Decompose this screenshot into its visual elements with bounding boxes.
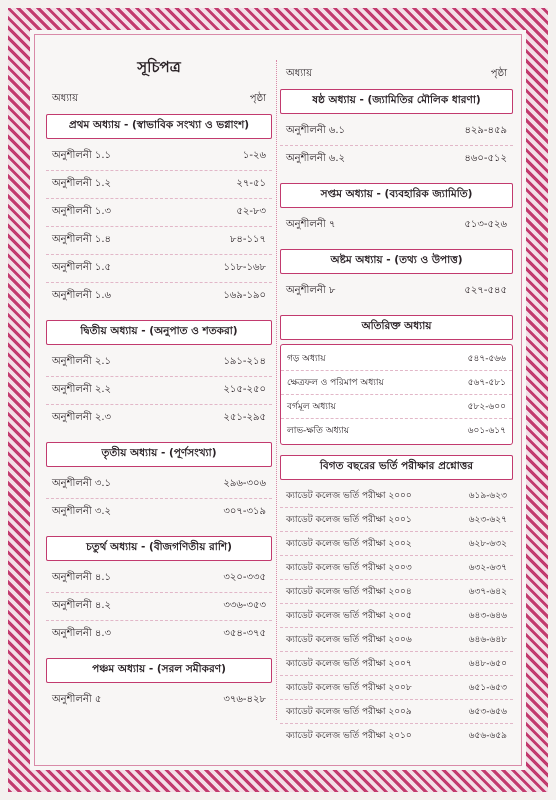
entry-pages: ৩৭৬-৪২৮ (223, 694, 266, 705)
toc-entry (46, 171, 272, 199)
entry-pages: ৬৫৬-৬৫৯ (468, 731, 507, 741)
entry-list (46, 687, 272, 714)
entry-pages: ৬৪৩-৬৪৬ (468, 611, 507, 621)
entry-name: লাভ-ক্ষতি অধ্যায় (287, 426, 350, 436)
toc-entry (281, 347, 512, 371)
entry-name: অনুশীলনী ১.৬ (52, 290, 112, 301)
entry-pages: ৫২-৮৩ (236, 206, 266, 217)
left-column (46, 56, 272, 724)
entry-list (280, 484, 513, 747)
entry-name: অনুশীলনী ১.৪ (52, 234, 112, 245)
chapter-section (280, 183, 513, 239)
toc-entry (46, 621, 272, 648)
toc-entry (280, 700, 513, 724)
entry-pages: ৬৫৩-৬৫৬ (468, 707, 507, 717)
left-sections (46, 114, 272, 714)
entry-name: অনুশীলনী ২.২ (52, 384, 112, 395)
entry-pages: ৫২৭-৫৪৫ (464, 285, 507, 296)
toc-entry (46, 143, 272, 171)
chapter-section (46, 114, 272, 310)
chapter-heading: পঞ্চম অধ্যায় - (সরল সমীকরণ) (46, 658, 272, 683)
toc-entry (280, 278, 513, 305)
toc-entry (46, 227, 272, 255)
chapter-header: অধ্যায় (286, 68, 312, 79)
toc-entry (280, 556, 513, 580)
entry-pages: ৫৪৭-৫৬৬ (467, 354, 506, 364)
page-header: পৃষ্ঠা (490, 68, 507, 79)
entry-name: অনুশীলনী ৭ (286, 219, 336, 230)
entry-name: ক্যাডেট কলেজ ভর্তি পরীক্ষা ২০০৩ (286, 563, 412, 573)
entry-name: অনুশীলনী ৪.৩ (52, 628, 112, 639)
chapter-heading: অতিরিক্ত অধ্যায় (280, 315, 513, 340)
entry-list (46, 471, 272, 526)
chapter-heading: বিগত বছরের ভর্তি পরীক্ষার প্রশ্নোত্তর (280, 455, 513, 480)
entry-name: অনুশীলনী ১.৫ (52, 262, 112, 273)
entry-list (280, 344, 513, 445)
entry-list (280, 212, 513, 239)
column-divider (276, 60, 277, 720)
chapter-section (280, 249, 513, 305)
chapter-section (46, 658, 272, 714)
chapter-heading: চতুর্থ অধ্যায় - (বীজগণিতীয় রাশি) (46, 536, 272, 561)
right-sections (280, 89, 513, 747)
entry-name: ক্যাডেট কলেজ ভর্তি পরীক্ষা ২০০৮ (286, 683, 412, 693)
toc-entry (46, 471, 272, 499)
entry-pages: ২৭-৫১ (236, 178, 266, 189)
entry-pages: ৪৬০-৫১২ (464, 153, 507, 164)
entry-pages: ১১৮-১৬৮ (223, 262, 266, 273)
chapter-section (46, 320, 272, 432)
entry-name: অনুশীলনী ৩.১ (52, 478, 112, 489)
entry-name: ক্যাডেট কলেজ ভর্তি পরীক্ষা ২০০৭ (286, 659, 412, 669)
column-headers-left (46, 91, 272, 108)
entry-name: ক্যাডেট কলেজ ভর্তি পরীক্ষা ২০০৫ (286, 611, 412, 621)
entry-name: ক্ষেত্রফল ও পরিমাপ অধ্যায় (287, 378, 384, 388)
toc-entry (280, 724, 513, 747)
right-column (280, 56, 513, 757)
entry-name: অনুশীলনী ৮ (286, 285, 336, 296)
toc-entry (280, 580, 513, 604)
chapter-section (46, 536, 272, 648)
chapter-heading: অষ্টম অধ্যায় - (তথ্য ও উপাত্ত) (280, 249, 513, 274)
entry-name: অনুশীলনী ১.১ (52, 150, 112, 161)
toc-entry (280, 628, 513, 652)
toc-entry (46, 687, 272, 714)
chapter-header: অধ্যায় (52, 93, 78, 104)
entry-pages: ৫৬৭-৫৮১ (467, 378, 506, 388)
toc-entry (280, 118, 513, 146)
entry-name: অনুশীলনী ৫ (52, 694, 102, 705)
entry-pages: ৬২৩-৬২৭ (468, 515, 507, 525)
entry-list (46, 349, 272, 432)
entry-name: অনুশীলনী ৩.২ (52, 506, 112, 517)
entry-pages: ৮৪-১১৭ (229, 234, 266, 245)
chapter-heading: ষষ্ঠ অধ্যায় - (জ্যামিতির মৌলিক ধারণা) (280, 89, 513, 114)
entry-pages: ৬৪৬-৬৪৮ (468, 635, 507, 645)
toc-entry (280, 146, 513, 173)
entry-name: বর্গমূল অধ্যায় (287, 402, 336, 412)
toc-entry (46, 565, 272, 593)
toc-entry (46, 377, 272, 405)
entry-name: অনুশীলনী ২.৩ (52, 412, 112, 423)
toc-entry (46, 405, 272, 432)
entry-pages: ৬২৮-৬৩২ (468, 539, 507, 549)
toc-entry (280, 604, 513, 628)
entry-pages: ২১৫-২৫০ (223, 384, 266, 395)
entry-pages: ৩০৭-৩১৯ (223, 506, 266, 517)
toc-entry (46, 199, 272, 227)
entry-name: অনুশীলনী ৬.১ (286, 125, 346, 136)
chapter-section (46, 442, 272, 526)
toc-entry (280, 532, 513, 556)
toc-entry (280, 676, 513, 700)
entry-name: অনুশীলনী ৪.১ (52, 572, 112, 583)
entry-name: অনুশীলনী ১.৩ (52, 206, 112, 217)
chapter-section (280, 89, 513, 173)
entry-list (280, 278, 513, 305)
toc-entry (280, 508, 513, 532)
toc-entry (280, 484, 513, 508)
entry-name: অনুশীলনী ১.২ (52, 178, 112, 189)
entry-pages: ৬০১-৬১৭ (467, 426, 506, 436)
toc-entry (46, 349, 272, 377)
chapter-section (280, 315, 513, 445)
chapter-heading: সপ্তম অধ্যায় - (ব্যবহারিক জ্যামিতি) (280, 183, 513, 208)
page-header: পৃষ্ঠা (249, 93, 266, 104)
chapter-heading: প্রথম অধ্যায় - (স্বাভাবিক সংখ্যা ও ভগ্নাংশ) (46, 114, 272, 139)
toc-entry (46, 283, 272, 310)
entry-name: ক্যাডেট কলেজ ভর্তি পরীক্ষা ২০০৯ (286, 707, 412, 717)
toc-entry (281, 419, 512, 442)
entry-pages: ৬৪৮-৬৫০ (468, 659, 507, 669)
chapter-heading: তৃতীয় অধ্যায় - (পূর্ণসংখ্যা) (46, 442, 272, 467)
entry-pages: ৬১৯-৬২৩ (468, 491, 507, 501)
entry-pages: ১৬৯-১৯০ (223, 290, 266, 301)
entry-list (280, 118, 513, 173)
entry-pages: ৬৩৭-৬৪২ (468, 587, 507, 597)
entry-pages: ২৫১-২৯৫ (223, 412, 266, 423)
entry-name: ক্যাডেট কলেজ ভর্তি পরীক্ষা ২০০১ (286, 515, 412, 525)
toc-entry (46, 499, 272, 526)
entry-name: ক্যাডেট কলেজ ভর্তি পরীক্ষা ২০০৪ (286, 587, 412, 597)
chapter-heading: দ্বিতীয় অধ্যায় - (অনুপাত ও শতকরা) (46, 320, 272, 345)
entry-pages: ৩৫৪-৩৭৫ (223, 628, 266, 639)
entry-name: গড় অধ্যায় (287, 354, 326, 364)
entry-name: অনুশীলনী ৪.২ (52, 600, 112, 611)
entry-name: ক্যাডেট কলেজ ভর্তি পরীক্ষা ২০০২ (286, 539, 412, 549)
entry-name: ক্যাডেট কলেজ ভর্তি পরীক্ষা ২০০০ (286, 491, 412, 501)
toc-entry (46, 593, 272, 621)
entry-pages: ৩৩৬-৩৫৩ (223, 600, 266, 611)
entry-list (46, 143, 272, 310)
column-headers-right (280, 66, 513, 83)
entry-pages: ২৯৬-৩০৬ (223, 478, 266, 489)
entry-pages: ১৯১-২১৪ (223, 356, 266, 367)
toc-entry (281, 395, 512, 419)
entry-pages: ৬৫১-৬৫৩ (468, 683, 507, 693)
toc-entry (280, 652, 513, 676)
entry-pages: ৫১৩-৫২৬ (464, 219, 507, 230)
entry-pages: ৫৮২-৬০০ (467, 402, 506, 412)
entry-pages: ১-২৬ (242, 150, 266, 161)
entry-pages: ৪২৯-৪৫৯ (464, 125, 507, 136)
toc-entry (281, 371, 512, 395)
entry-name: অনুশীলনী ২.১ (52, 356, 112, 367)
entry-name: ক্যাডেট কলেজ ভর্তি পরীক্ষা ২০০৬ (286, 635, 412, 645)
entry-list (46, 565, 272, 648)
entry-name: অনুশীলনী ৬.২ (286, 153, 346, 164)
toc-entry (280, 212, 513, 239)
toc-entry (46, 255, 272, 283)
entry-pages: ৩২০-৩৩৫ (223, 572, 266, 583)
entry-pages: ৬৩২-৬৩৭ (468, 563, 507, 573)
page-title: সূচিপত্র (137, 58, 181, 76)
entry-name: ক্যাডেট কলেজ ভর্তি পরীক্ষা ২০১০ (286, 731, 412, 741)
chapter-section (280, 455, 513, 747)
